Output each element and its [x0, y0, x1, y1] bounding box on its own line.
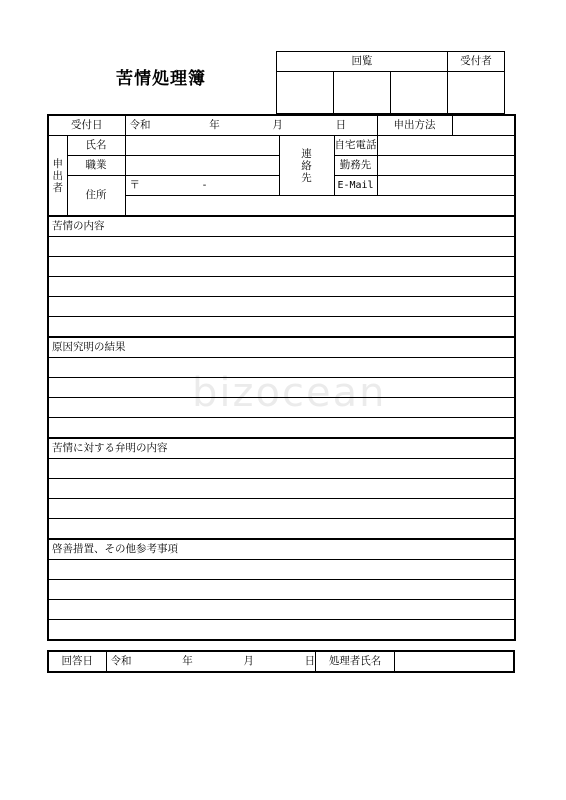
- watermark-logo: bizocean: [192, 370, 387, 416]
- uketsukebi-date[interactable]: [125, 115, 377, 136]
- footer-year-label: 年: [182, 654, 193, 667]
- moushidesha-label: [48, 136, 67, 217]
- section-benmei-naiyou-line[interactable]: [48, 479, 515, 499]
- postal-dash: -: [202, 178, 207, 191]
- complaint-form: [47, 114, 516, 641]
- address-field[interactable]: [125, 196, 515, 217]
- email-label: E-Mail: [334, 176, 377, 196]
- renrakusaki-label: [279, 136, 334, 196]
- section-genin-kyuumei-line[interactable]: [48, 378, 515, 398]
- footer-month-label: 月: [243, 654, 254, 667]
- section-benmei-naiyou-line[interactable]: [48, 499, 515, 519]
- kinmusaki-label: 勤務先: [334, 156, 377, 176]
- postal-mark: 〒: [129, 178, 140, 191]
- section-sochi-sankou-line[interactable]: [48, 600, 515, 620]
- section-sochi-sankou-line[interactable]: [48, 620, 515, 641]
- year-label: 年: [209, 118, 220, 131]
- section-genin-kyuumei-line[interactable]: [48, 358, 515, 378]
- reiwa-label: 令和: [129, 118, 151, 131]
- section-benmei-naiyou-line[interactable]: [48, 519, 515, 540]
- renrakusaki-char-1: 連: [301, 147, 312, 160]
- section-kujou-naiyou-line[interactable]: [48, 277, 515, 297]
- shokugyou-field[interactable]: [125, 156, 279, 176]
- moushidesha-char-2: 出: [52, 169, 63, 182]
- shorisha-field[interactable]: [395, 651, 514, 672]
- jitaku-denwa-label: 自宅電話: [334, 136, 377, 156]
- uketsukesha-header: 受付者: [448, 52, 505, 72]
- jitaku-denwa-field[interactable]: [377, 136, 515, 156]
- shokugyou-label: 職業: [67, 156, 125, 176]
- section-genin-kyuumei-label: 原因究明の結果: [48, 337, 515, 358]
- footer-reiwa-label: 令和: [110, 654, 132, 667]
- section-sochi-sankou-line[interactable]: [48, 580, 515, 600]
- kairan-box-2[interactable]: [334, 72, 391, 114]
- section-kujou-naiyou-line[interactable]: [48, 317, 515, 338]
- shimei-field[interactable]: [125, 136, 279, 156]
- kairan-box-3[interactable]: [391, 72, 448, 114]
- section-sochi-sankou-line[interactable]: [48, 560, 515, 580]
- kairan-box-1[interactable]: [277, 72, 334, 114]
- footer-table: [47, 650, 515, 673]
- renrakusaki-char-3: 先: [301, 171, 312, 184]
- uketsukesha-box[interactable]: [448, 72, 505, 114]
- moushidesha-char-3: 者: [52, 181, 63, 194]
- page-title: 苦情処理簿: [116, 69, 206, 89]
- month-label: 月: [272, 118, 283, 131]
- section-kujou-naiyou-line[interactable]: [48, 297, 515, 317]
- section-genin-kyuumei-line[interactable]: [48, 398, 515, 418]
- stamp-table: [276, 51, 505, 114]
- section-benmei-naiyou-label: 苦情に対する弁明の内容: [48, 438, 515, 459]
- moushidesha-char-1: 申: [52, 157, 63, 170]
- footer-day-label: 日: [304, 654, 316, 667]
- section-benmei-naiyou-line[interactable]: [48, 459, 515, 479]
- renrakusaki-char-2: 絡: [301, 159, 312, 172]
- moushide-houhou-label: 申出方法: [377, 115, 452, 136]
- juusho-label: 住所: [67, 176, 125, 217]
- email-field[interactable]: [377, 176, 515, 196]
- kairan-header: 回覧: [277, 52, 448, 72]
- kaitoubi-date[interactable]: [106, 651, 316, 672]
- day-label: 日: [335, 118, 347, 131]
- kaitoubi-label: 回答日: [48, 651, 106, 672]
- section-kujou-naiyou-line[interactable]: [48, 257, 515, 277]
- section-kujou-naiyou-label: 苦情の内容: [48, 216, 515, 237]
- section-genin-kyuumei-line[interactable]: [48, 418, 515, 439]
- section-kujou-naiyou-line[interactable]: [48, 237, 515, 257]
- shorisha-label: 処理者氏名: [316, 651, 395, 672]
- shimei-label: 氏名: [67, 136, 125, 156]
- kinmusaki-field[interactable]: [377, 156, 515, 176]
- postal-code-field[interactable]: [125, 176, 279, 196]
- section-sochi-sankou-label: 啓善措置、その他参考事項: [48, 539, 515, 560]
- uketsukebi-label: 受付日: [48, 115, 125, 136]
- moushide-houhou-field[interactable]: [452, 115, 515, 136]
